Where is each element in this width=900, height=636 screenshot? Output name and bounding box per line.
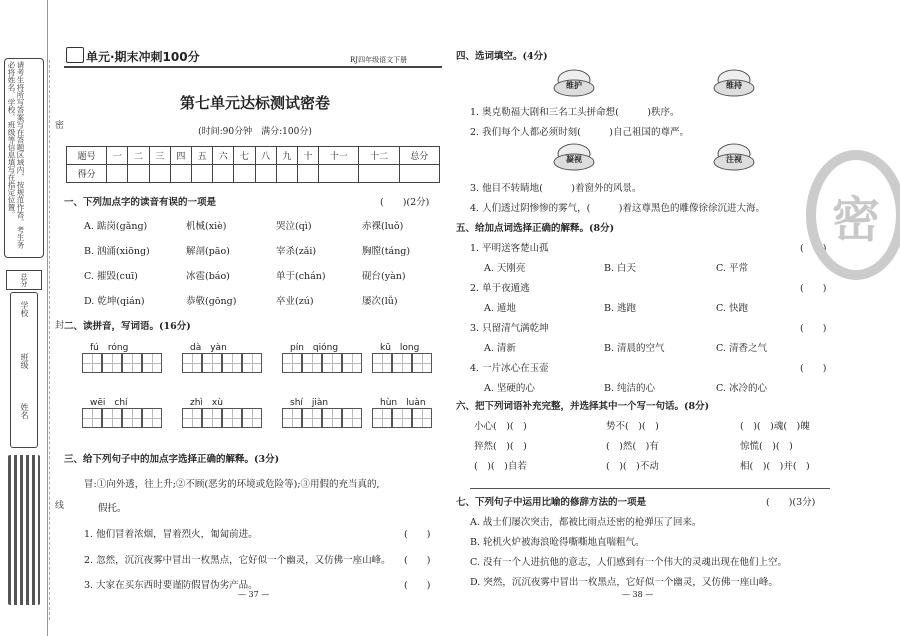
writing-cell[interactable] — [412, 353, 432, 373]
seal-char-3: 线 — [53, 500, 63, 509]
q5-question: 1. 平明送客楚山孤 — [470, 243, 549, 254]
pinyin-block — [282, 340, 362, 373]
score-cell: 五 — [192, 147, 213, 165]
score-cell: 七 — [234, 147, 255, 165]
q1-option: 冰雹(báo) — [186, 271, 230, 282]
writing-cell[interactable] — [82, 353, 102, 373]
pinyin-block — [182, 340, 262, 373]
writing-cell[interactable] — [322, 408, 342, 428]
word-option: 注视 — [726, 154, 742, 164]
answer-bracket[interactable]: ( ) — [800, 363, 827, 374]
word-bubble-icon — [552, 66, 596, 106]
q6-idiom: 惊慌( )( ) — [740, 441, 793, 452]
grade-box: 总分 — [6, 270, 42, 290]
pinyin-block — [82, 395, 162, 428]
writing-cell[interactable] — [282, 408, 302, 428]
q4-item: 3. 他目不转睛地( )着窗外的风景。 — [470, 183, 642, 194]
score-cell: 二 — [128, 147, 149, 165]
q5-option: B. 纯洁的心 — [604, 383, 656, 394]
word-option: 凝视 — [566, 154, 582, 164]
q7-option: D. 突然，沉沉夜雾中冒出一枚黑点，它好似一个幽灵，又仿佛一座山峰。 — [470, 577, 778, 588]
q7-title: 七、下列句子中运用比喻的修辞方法的一项是 — [456, 497, 647, 508]
q5-option: B. 白天 — [604, 263, 637, 274]
writing-cell[interactable] — [182, 353, 202, 373]
q1-option: 单于(chán) — [276, 271, 326, 282]
q3-title: 三、给下列句子中的加点字选择正确的解释。(3分) — [64, 454, 280, 465]
pinyin-label: fú róng — [90, 343, 129, 353]
writing-cell[interactable] — [102, 353, 122, 373]
name-label: 姓名 — [20, 403, 29, 419]
q5-question: 2. 单于夜遁逃 — [470, 283, 530, 294]
writing-cell[interactable] — [302, 353, 322, 373]
writing-cell[interactable] — [372, 408, 392, 428]
q1-score: ( )(2分) — [380, 197, 430, 208]
q7-score: ( )(3分) — [766, 497, 816, 508]
writing-cell[interactable] — [122, 408, 142, 428]
score-table-header-row — [67, 147, 440, 165]
word-option: 维护 — [566, 80, 582, 90]
q7-option: A. 战士们屡次突击，都被比雨点还密的枪弹压了回来。 — [470, 517, 702, 528]
q4-title: 四、选词填空。(4分) — [456, 51, 548, 62]
q6-idiom: 势不( )( ) — [606, 421, 659, 432]
page-number-right: — 38 — — [622, 590, 654, 599]
score-cell: 四 — [170, 147, 191, 165]
q1-option: B. 汹涌(xiōng) — [84, 246, 150, 257]
answer-line[interactable] — [470, 488, 830, 489]
writing-cell[interactable] — [82, 408, 102, 428]
q3-definition: 冒:①向外透，往上升;②不顾(恶劣的环境或危险等);③用假的充当真的, — [84, 479, 380, 490]
score-cell: 三 — [149, 147, 170, 165]
writing-cell[interactable] — [302, 408, 322, 428]
writing-cell[interactable] — [202, 353, 222, 373]
q4-item: 2. 我们每个人都必须时刻( )自己祖国的尊严。 — [470, 127, 689, 138]
writing-cell[interactable] — [142, 408, 162, 428]
q5-option: C. 平常 — [716, 263, 748, 274]
header-grade: RJ四年级语文下册 — [350, 56, 408, 64]
score-cell: 十一 — [319, 147, 359, 165]
q1-option: 恭敬(gōng) — [186, 296, 237, 307]
pinyin-label: zhì xù — [190, 398, 223, 408]
pinyin-block — [372, 395, 432, 428]
pinyin-label: shí jiàn — [290, 398, 329, 408]
writing-cell[interactable] — [102, 408, 122, 428]
q5-option: A. 天刚亮 — [484, 263, 526, 274]
q3-item: 3. 大家在买东西时要谨防假冒伪劣产品。 — [84, 580, 258, 591]
pinyin-block — [372, 340, 432, 373]
writing-cell[interactable] — [122, 353, 142, 373]
score-table-score-row — [67, 165, 440, 183]
writing-cell[interactable] — [222, 353, 242, 373]
score-cell: 八 — [255, 147, 276, 165]
score-cell: 六 — [213, 147, 234, 165]
writing-cell[interactable] — [242, 408, 262, 428]
score-cell: 总分 — [399, 147, 439, 165]
q3-definition-cont: 假托。 — [98, 503, 127, 514]
answer-bracket[interactable]: ( ) — [800, 323, 827, 334]
pinyin-block — [82, 340, 162, 373]
pinyin-label: wēi chí — [90, 398, 128, 408]
word-bubble-icon — [712, 66, 756, 106]
q7-option: B. 轮机火炉被海浪呛得嘶嘶地直喘粗气。 — [470, 537, 645, 548]
q1-option: D. 乾坤(qián) — [84, 296, 145, 307]
score-cell: 一 — [107, 147, 128, 165]
q6-title: 六、把下列词语补充完整，并选择其中一个写一句话。(8分) — [456, 401, 710, 412]
q1-option: 卒业(zú) — [276, 296, 314, 307]
q7-option: C. 没有一个人进抗他的意志，人们感到有一个伟大的灵魂出现在他们上空。 — [470, 557, 787, 568]
score-cell: 十 — [297, 147, 318, 165]
writing-cell[interactable] — [342, 353, 362, 373]
q5-title: 五、给加点词选择正确的解释。(8分) — [456, 223, 615, 234]
student-info-box — [10, 292, 38, 448]
word-bubble-icon — [552, 140, 596, 180]
score-cell: 九 — [276, 147, 297, 165]
pinyin-label: pín qióng — [290, 343, 339, 353]
writing-cell[interactable] — [392, 353, 412, 373]
writing-cell[interactable] — [242, 353, 262, 373]
writing-cell[interactable] — [202, 408, 222, 428]
q1-option: C. 摧毁(cuī) — [84, 271, 138, 282]
q3-item: 1. 他们冒着浓烟，冒着烈火，匍匐前进。 — [84, 529, 258, 540]
hatch-decoration — [8, 455, 40, 605]
exam-title: 第七单元达标测试密卷 — [179, 94, 330, 112]
q4-item: 4. 人们透过阴惨惨的雾气，( )着这尊黑色的雕像徐徐沉进大海。 — [470, 203, 765, 214]
exam-info: (时间:90分钟 满分:100分) — [198, 127, 312, 137]
answer-bracket[interactable]: ( ) — [800, 283, 827, 294]
q1-option: 解剖(pāo) — [186, 246, 230, 257]
q5-option: C. 冰冷的心 — [716, 383, 767, 394]
q5-question: 3. 只留清气满乾坤 — [470, 323, 549, 334]
seal-char-2: 封 — [53, 320, 63, 329]
q4-item: 1. 奥克勒福大剧和三名工头拼命想( )秩序。 — [470, 107, 680, 118]
q1-option: 哭泣(qì) — [276, 221, 312, 232]
answer-bracket[interactable]: ( ) — [800, 243, 827, 254]
q2-title: 二、读拼音，写词语。(16分) — [64, 321, 191, 332]
answer-bracket[interactable]: ( ) — [404, 580, 431, 591]
q1-option: 砚台(yàn) — [362, 271, 406, 282]
pinyin-label: kū long — [380, 343, 420, 353]
q1-option: 宰杀(zǎi) — [276, 246, 317, 257]
pinyin-label: hùn luàn — [380, 398, 426, 408]
q1-title: 一、下列加点字的读音有误的一项是 — [64, 197, 217, 208]
q5-question: 4. 一片冰心在玉壶 — [470, 363, 549, 374]
answer-bracket[interactable]: ( ) — [404, 555, 431, 566]
q6-idiom: ( )( )魂( )魄 — [740, 421, 810, 432]
q6-idiom: ( )然( )有 — [606, 441, 659, 452]
q5-option: A. 坚硬的心 — [484, 383, 535, 394]
secret-stamp — [806, 150, 900, 280]
writing-cell[interactable] — [182, 408, 202, 428]
q6-idiom: ( )( )不动 — [606, 461, 659, 472]
header-title: 单元·期末冲刺100分 — [86, 50, 200, 64]
q6-idiom: 猝然( )( ) — [474, 441, 527, 452]
pinyin-block — [282, 395, 362, 428]
seal-char-1: 密 — [53, 120, 63, 129]
score-row-label: 得分 — [67, 165, 107, 183]
q1-option: 屡次(lǚ) — [362, 296, 398, 307]
q5-option: C. 快跑 — [716, 303, 748, 314]
q5-option: C. 清香之气 — [716, 343, 767, 354]
q3-item: 2. 忽然，沉沉夜雾中冒出一枚黑点，它好似一个幽灵，又仿佛一座山峰。 — [84, 555, 391, 566]
q5-option: B. 逃跑 — [604, 303, 637, 314]
answer-bracket[interactable]: ( ) — [404, 529, 431, 540]
writing-cell[interactable] — [222, 408, 242, 428]
q5-option: B. 清晨的空气 — [604, 343, 665, 354]
q1-option: 机械(xiè) — [186, 221, 227, 232]
page-number-left: — 37 — — [238, 590, 270, 599]
q1-option: 赤裸(luǒ) — [362, 221, 404, 232]
notice-text: 请考生将所写答案写在答题区域内，按规范作答。考生务必将姓名、学校、班级等信息填写在指定位置。 — [7, 61, 25, 249]
q6-idiom: 相( )( )并( ) — [740, 461, 810, 472]
q1-option: A. 踮岗(gǎng) — [84, 221, 148, 232]
score-cell: 十二 — [359, 147, 399, 165]
writing-cell[interactable] — [412, 408, 432, 428]
notice-box — [4, 58, 44, 258]
seal-line — [49, 60, 50, 620]
writing-cell[interactable] — [322, 353, 342, 373]
writing-cell[interactable] — [342, 408, 362, 428]
word-bubble-icon — [712, 140, 756, 180]
score-table — [66, 146, 440, 183]
writing-cell[interactable] — [392, 408, 412, 428]
book-icon — [66, 47, 84, 63]
stamp-char: 密 — [831, 191, 880, 248]
class-label: 班级 — [20, 353, 29, 369]
school-label: 学校 — [20, 301, 29, 317]
writing-cell[interactable] — [142, 353, 162, 373]
pinyin-label: dà yàn — [190, 343, 227, 353]
q5-option: A. 清新 — [484, 343, 516, 354]
q1-option: 胸膛(táng) — [362, 246, 411, 257]
q6-idiom: ( )( )自若 — [474, 461, 527, 472]
q6-idiom: 小心( )( ) — [474, 421, 527, 432]
word-option: 维持 — [726, 80, 742, 90]
writing-cell[interactable] — [372, 353, 392, 373]
pinyin-block — [182, 395, 262, 428]
q5-option: A. 遁地 — [484, 303, 516, 314]
score-cell: 题号 — [67, 147, 107, 165]
writing-cell[interactable] — [282, 353, 302, 373]
